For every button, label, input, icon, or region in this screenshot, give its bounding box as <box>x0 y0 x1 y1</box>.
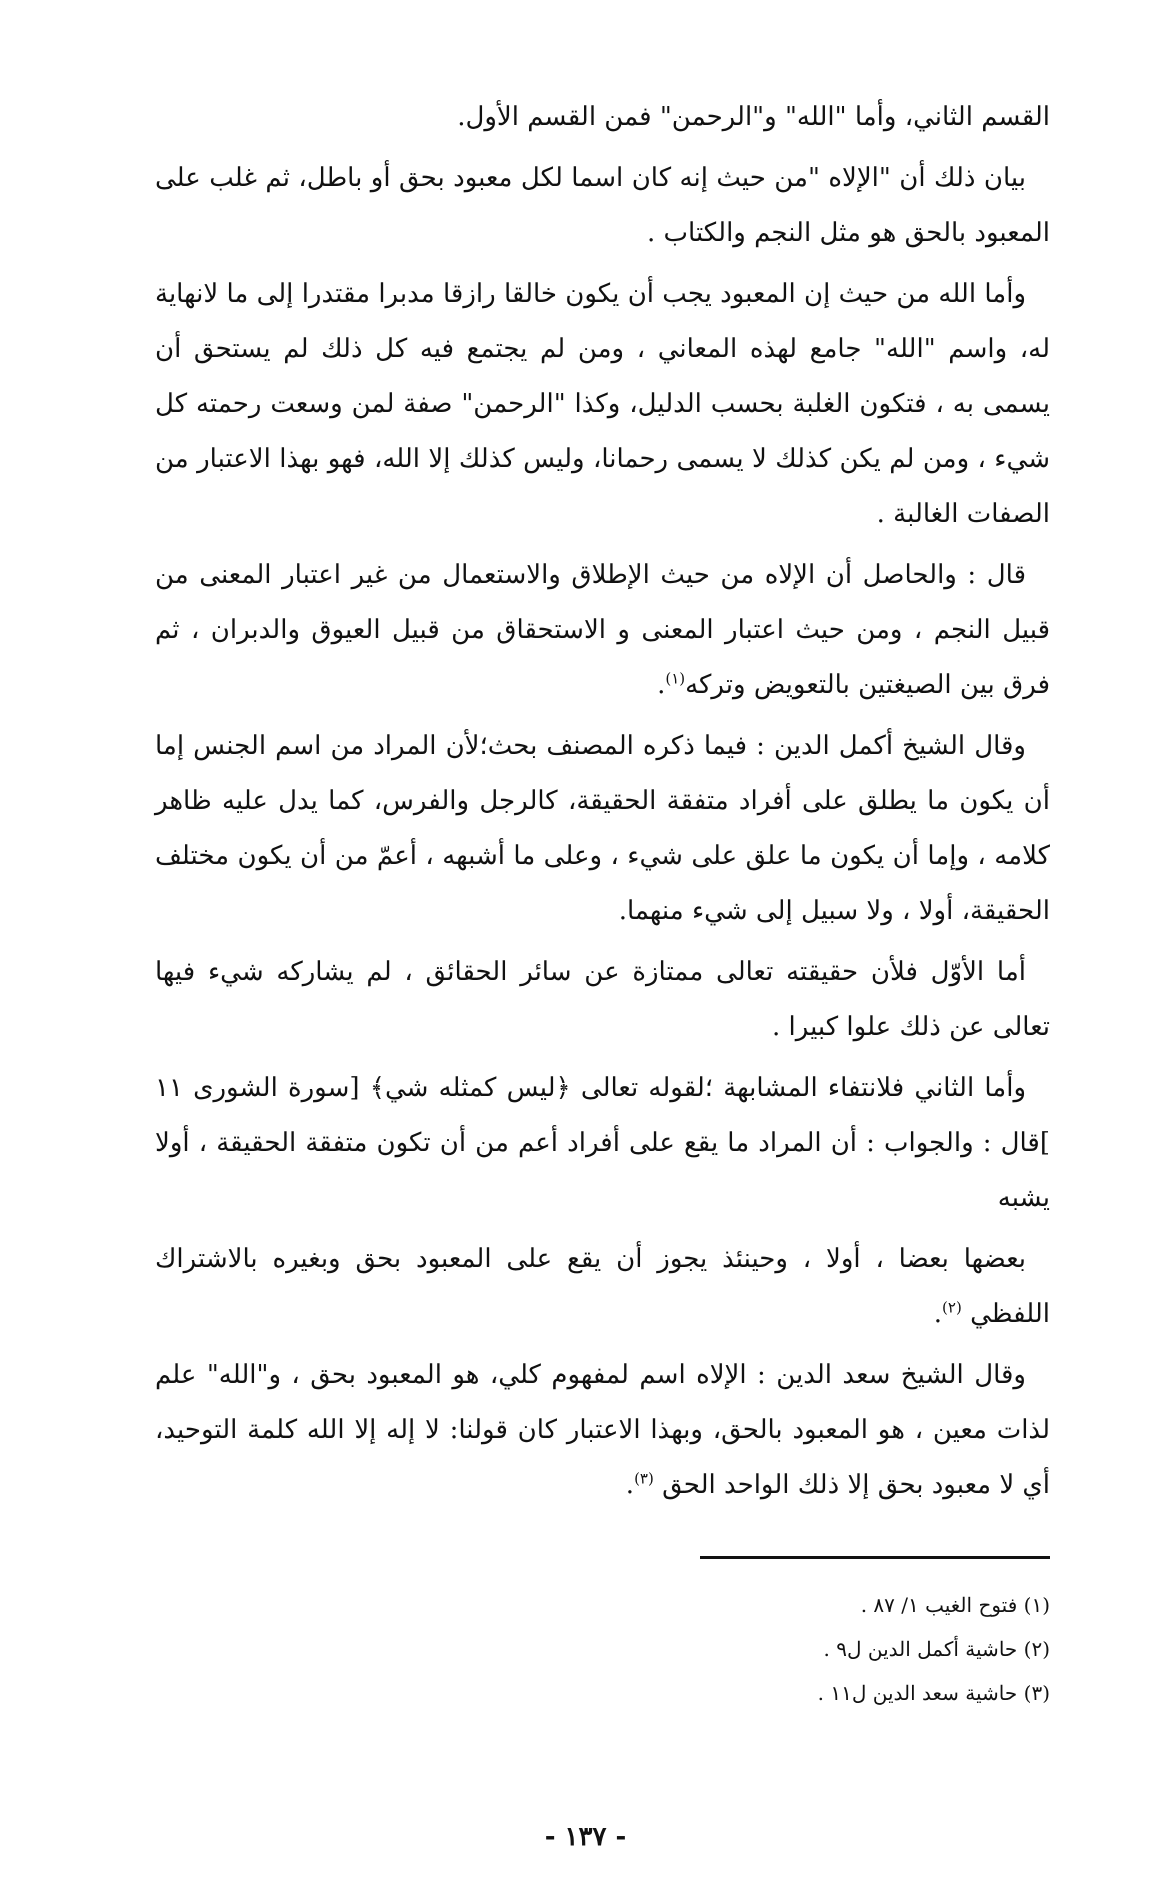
paragraph-text: وقال الشيخ سعد الدين : الإلاه اسم لمفهوم كلي، هو المعبود بحق ، و"الله" علم لذات معين ، هو المعبود بالحق، وبهذا الاعتبار كان قولنا: لا إله إلا الله كلمة التوحيد، أي لا معبود بحق إلا ذلك الواحد الحق <box>155 1360 1050 1500</box>
paragraph-text: وأما الله من حيث إن المعبود يجب أن يكون خالقا رازقا مدبرا مقتدرا إلى ما لانهاية له، واسم "الله" جامع لهذه المعاني ، ومن لم يجتمع فيه كل ذلك لم يستحق أن يسمى به ، فتكون الغلبة بحسب الدليل، وكذا "الرحمن" صفة لمن وسعت رحمته كل شيء ، ومن لم يكن كذلك لا يسمى رحمانا، وليس كذلك إلا الله، فهو بهذا الاعتبار من الصفات الغالبة . <box>155 279 1050 529</box>
footnote: (٣) حاشية سعد الدين ل١١ . <box>817 1681 1050 1705</box>
footnotes <box>600 1583 1050 1715</box>
paragraph-text: أما الأوّل فلأن حقيقته تعالى ممتازة عن سائر الحقائق ، لم يشاركه شيء فيها تعالى عن ذلك علوا كبيرا . <box>155 957 1050 1042</box>
paragraph-text: بيان ذلك أن "الإلاه "من حيث إنه كان اسما لكل معبود بحق أو باطل، ثم غلب على المعبود بالحق هو مثل النجم والكتاب . <box>155 163 1050 248</box>
footnote: (١) فتوح الغيب ١/ ٨٧ . <box>860 1593 1050 1617</box>
paragraph-text: وأما الثاني فلانتفاء المشابهة ؛لقوله تعالى ﴿ليس كمثله شي﴾ [سورة الشورى ١١ ]قال : والجواب : أن المراد ما يقع على أفراد أعم من أن تكون متفقة الحقيقة ، أولا يشبه <box>155 1073 1050 1213</box>
footnote-divider <box>700 1556 1050 1559</box>
paragraph <box>155 945 1050 1055</box>
main-text <box>155 90 1050 1519</box>
footnote: (٢) حاشية أكمل الدين ل٩ . <box>823 1637 1050 1661</box>
paragraph <box>155 1348 1050 1513</box>
footnote-marker: (٣) <box>634 1469 654 1488</box>
paragraph-text: القسم الثاني، وأما "الله" و"الرحمن" فمن القسم الأول. <box>457 102 1050 132</box>
footnote-marker: (٢) <box>942 1298 962 1317</box>
page-number: - ١٣٧ - <box>544 1822 627 1852</box>
paragraph <box>155 548 1050 713</box>
paragraph-text: وقال الشيخ أكمل الدين : فيما ذكره المصنف بحث؛لأن المراد من اسم الجنس إما أن يكون ما يطلق على أفراد متفقة الحقيقة، كالرجل والفرس، كما يدل عليه ظاهر كلامه ، وإما أن يكون ما علق على شيء ، وعلى ما أشبهه ، أعمّ من أن يكون مختلف الحقيقة، أولا ، ولا سبيل إلى شيء منهما. <box>155 731 1050 926</box>
paragraph <box>155 90 1050 145</box>
paragraph-tail: . <box>625 1470 635 1500</box>
paragraph <box>155 151 1050 261</box>
paragraph-text: قال : والحاصل أن الإلاه من حيث الإطلاق والاستعمال من غير اعتبار المعنى من قبيل النجم ، ومن حيث اعتبار المعنى و الاستحقاق من قبيل العيوق والدبران ، ثم فرق بين الصيغتين بالتعويض وتركه <box>155 560 1050 700</box>
paragraph <box>155 719 1050 939</box>
footnote-marker: (١) <box>665 669 686 688</box>
paragraph <box>155 1232 1050 1342</box>
paragraph <box>155 267 1050 542</box>
paragraph-text: بعضها بعضا ، أولا ، وحينئذ يجوز أن يقع على المعبود بحق وبغيره بالاشتراك اللفظي <box>155 1244 1050 1329</box>
paragraph <box>155 1061 1050 1226</box>
paragraph-tail: . <box>657 670 666 700</box>
paragraph-tail: . <box>933 1299 943 1329</box>
